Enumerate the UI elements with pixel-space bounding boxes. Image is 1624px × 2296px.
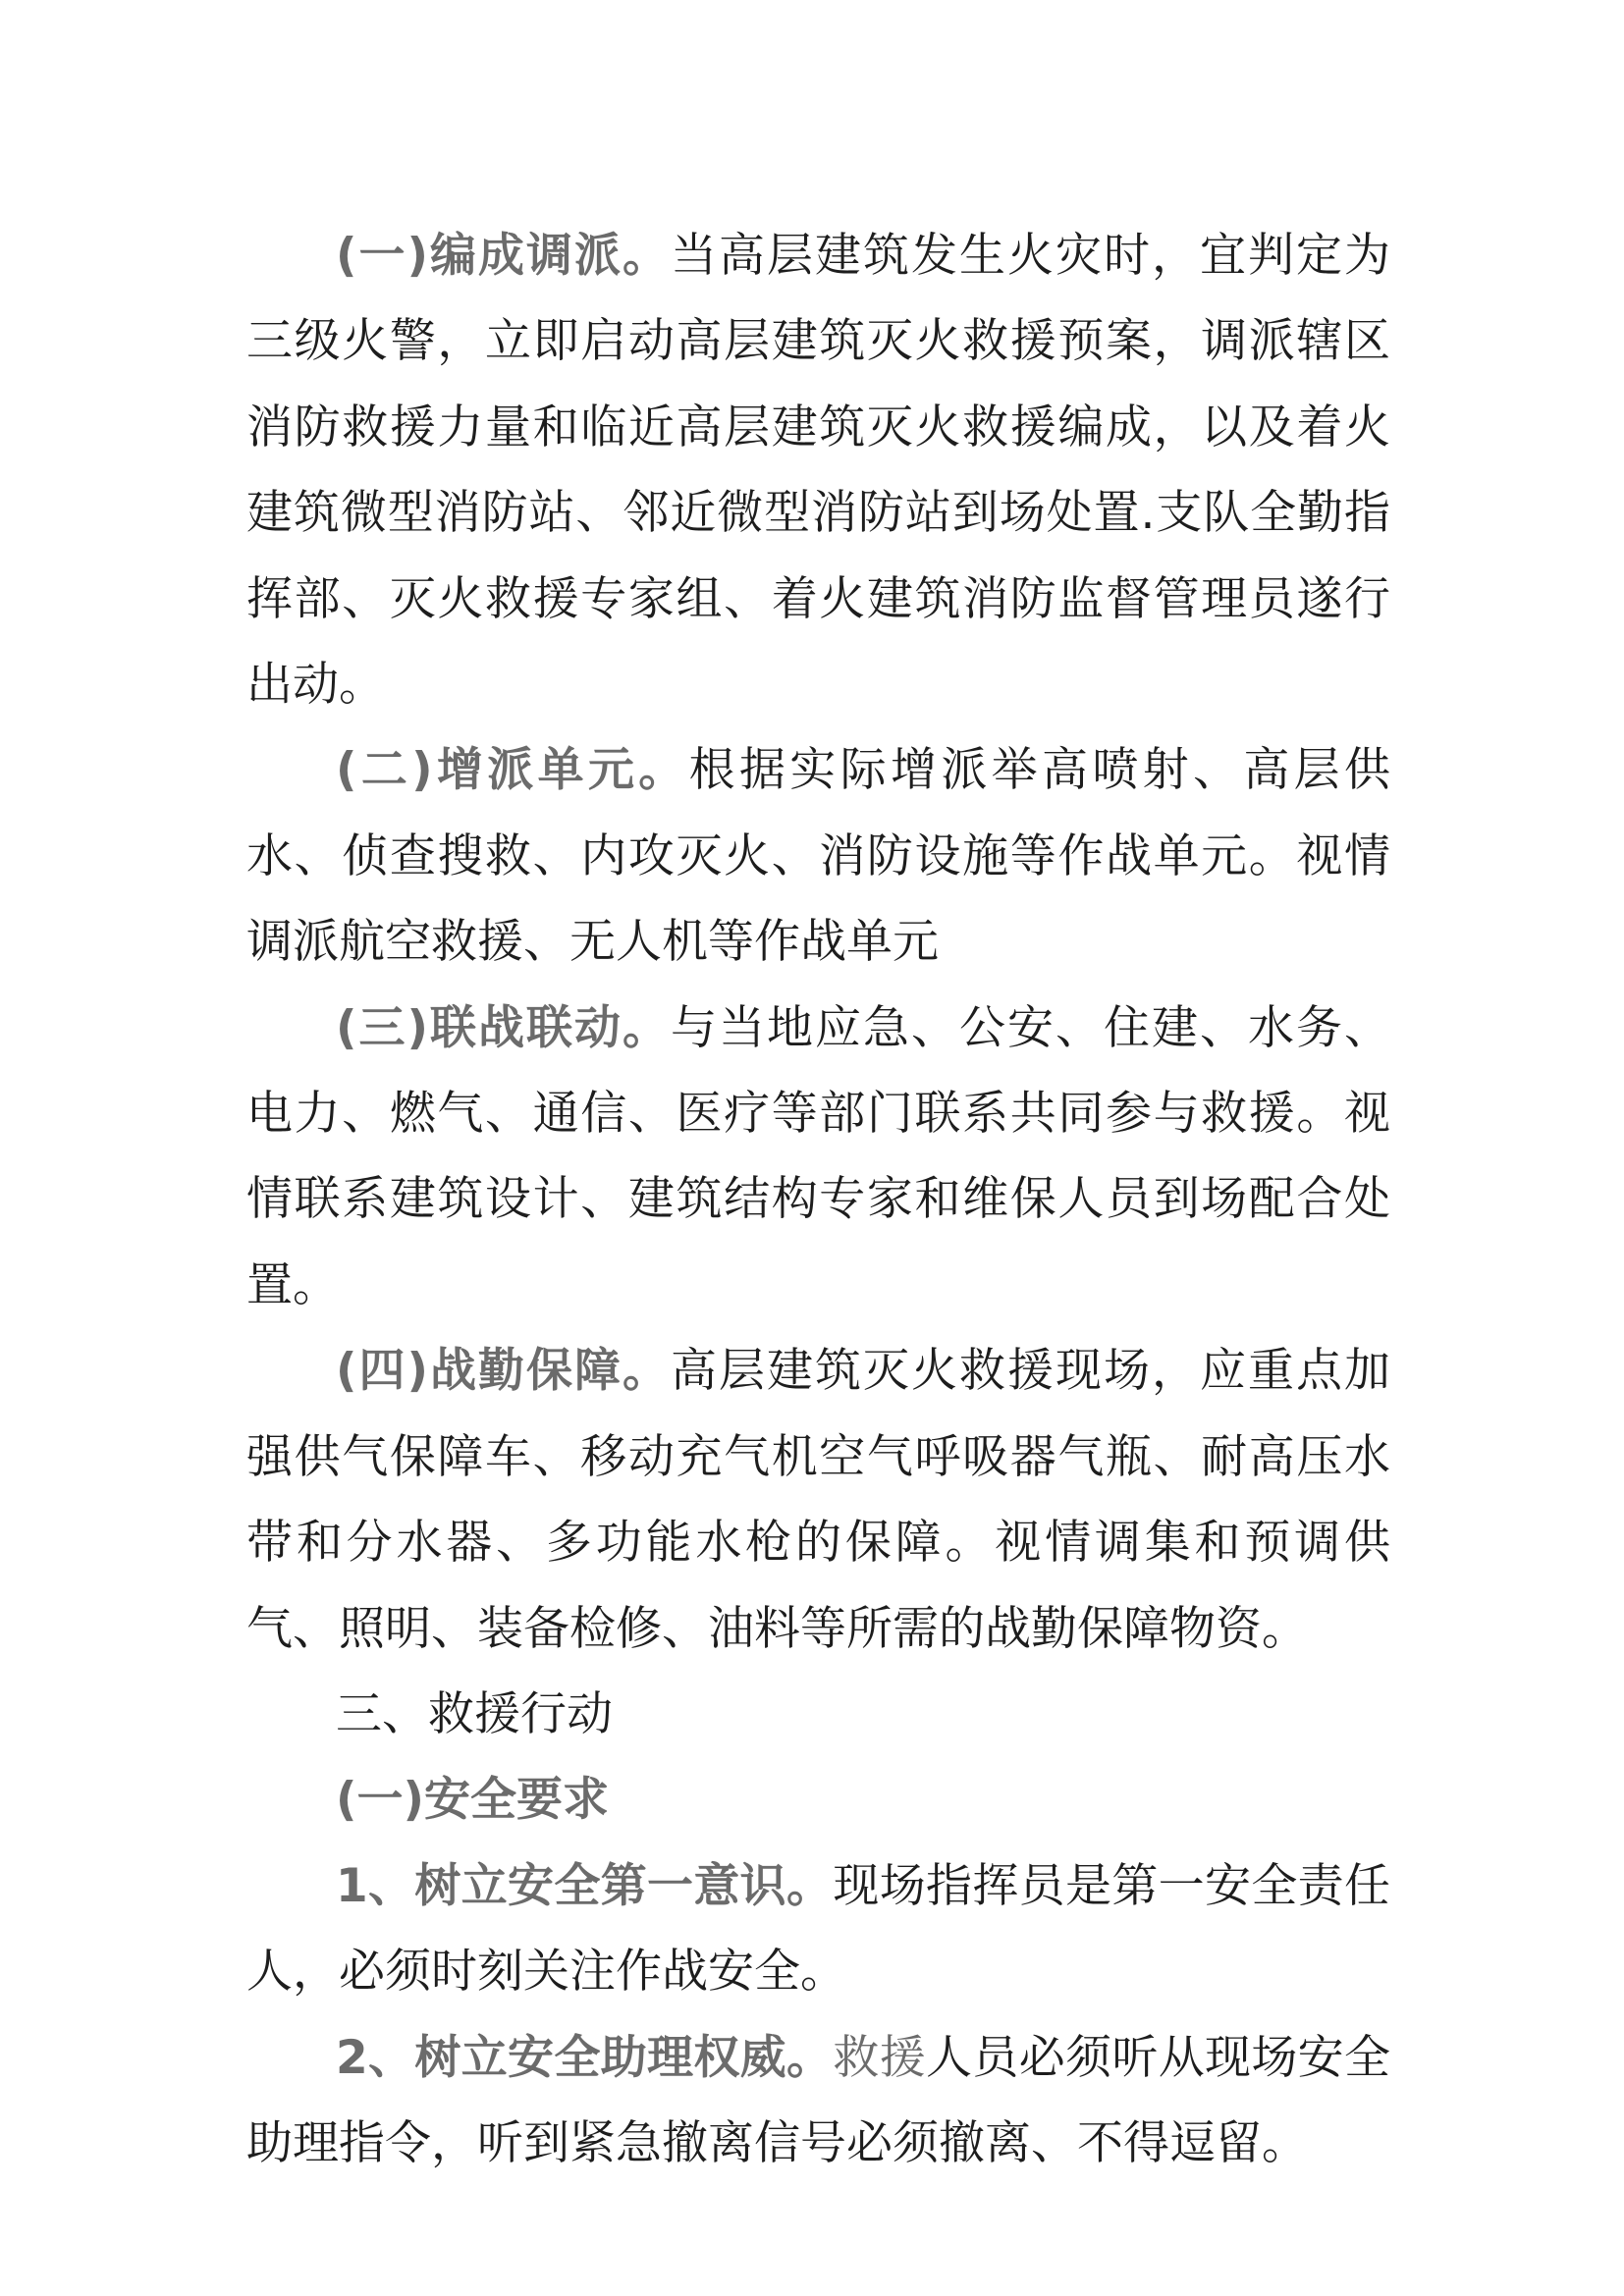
paragraph-dispatch bbox=[246, 213, 1390, 727]
paragraph-heading: (三)联战联动。 bbox=[336, 1000, 671, 1055]
subsection-heading-text: (一)安全要求 bbox=[336, 1773, 609, 1828]
paragraph-heading: (二)增派单元。 bbox=[336, 743, 689, 798]
subsection-heading-safety bbox=[246, 1757, 1390, 1842]
document-body bbox=[246, 213, 1390, 2186]
paragraph-text: 人员必须听从现场安全助理指令，听到紧急撤离信号必须撤离、不得逗留。 bbox=[246, 2030, 1391, 2170]
paragraph-text: 现场指挥员是第一安全责任人，必须时刻关注作战安全。 bbox=[246, 1858, 1391, 2000]
paragraph-text: 高层建筑灭火救援现场，应重点加强供气保障车、移动充气机空气呼吸器气瓶、耐高压水带和分水器、多功能水枪的保障。视情调集和预调供气、照明、装备检修、油料等所需的战勤保障物资。 bbox=[246, 1344, 1391, 1656]
paragraph-text: 与当地应急、公安、住建、水务、电力、燃气、通信、医疗等部门联系共同参与救援。视情联系建筑设计、建筑结构专家和维保人员到场配合处置。 bbox=[246, 1000, 1391, 1312]
paragraph-muted-text: 救援 bbox=[833, 2030, 927, 2085]
paragraph-heading: (一)编成调派。 bbox=[336, 229, 671, 283]
section-heading-rescue-action bbox=[246, 1672, 1390, 1757]
paragraph-text: 根据实际增派举高喷射、高层供水、侦查搜救、内攻灭火、消防设施等作战单元。视情调派航空救援、无人机等作战单元 bbox=[246, 743, 1390, 970]
paragraph-logistics bbox=[246, 1328, 1390, 1672]
paragraph-safety-authority bbox=[246, 2015, 1390, 2187]
paragraph-additional-units bbox=[246, 727, 1390, 985]
paragraph-heading: (四)战勤保障。 bbox=[336, 1344, 671, 1399]
section-heading-text: 三、救援行动 bbox=[336, 1686, 613, 1741]
paragraph-safety-awareness bbox=[246, 1843, 1390, 2015]
paragraph-heading: 2、树立安全助理权威。 bbox=[336, 2030, 834, 2085]
paragraph-text: 当高层建筑发生火灾时，宜判定为三级火警，立即启动高层建筑灭火救援预案，调派辖区消防救援力量和临近高层建筑灭火救援编成，以及着火建筑微型消防站、邻近微型消防站到场处置.支队全勤指挥部、灭火救援专家组、着火建筑消防监督管理员遂行出动。 bbox=[246, 229, 1391, 713]
paragraph-heading: 1、树立安全第一意识。 bbox=[336, 1858, 834, 1913]
paragraph-joint-operations bbox=[246, 986, 1390, 1329]
